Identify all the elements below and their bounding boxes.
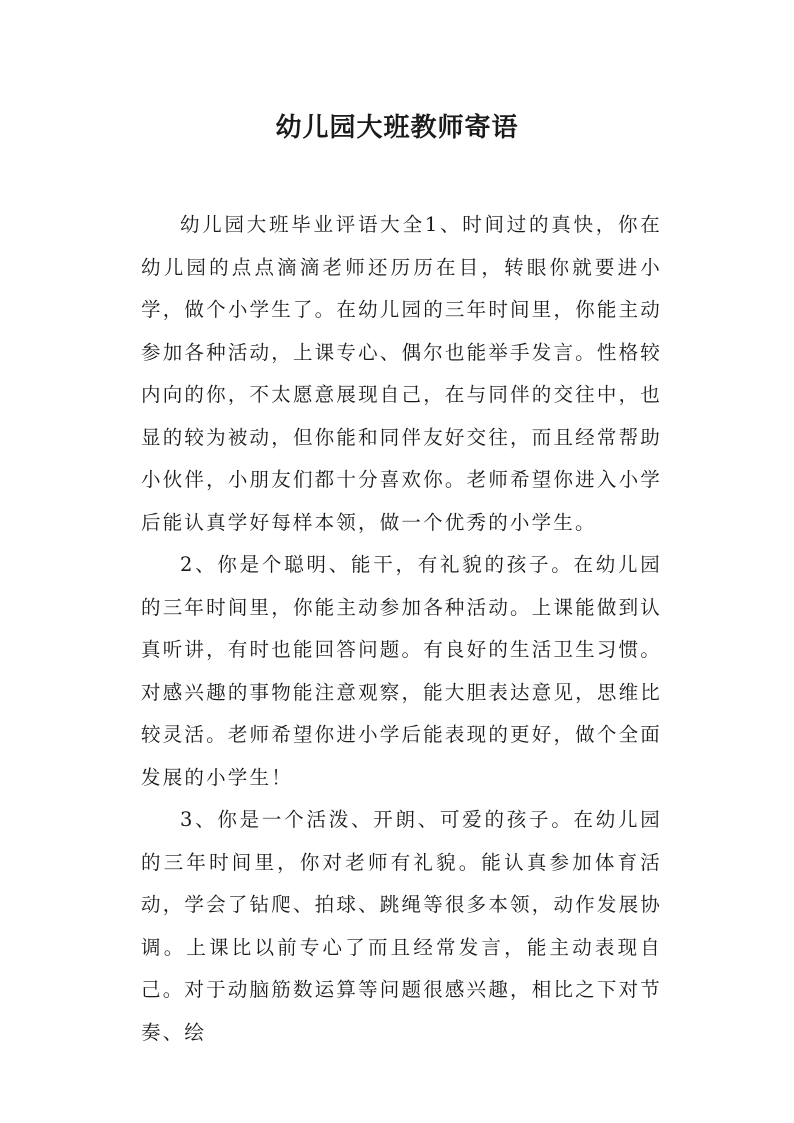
paragraph-2: 2、你是个聪明、能干，有礼貌的孩子。在幼儿园的三年时间里，你能主动参加各种活动。上课能做到认真听讲，有时也能回答问题。有良好的生活卫生习惯。对感兴趣的事物能注意观察，能大胆表达意见，思维比较灵活。老师希望你进小学后能表现的更好，做个全面发展的小学生！ xyxy=(141,553,662,789)
paragraph-1: 幼儿园大班毕业评语大全1、时间过的真快，你在幼儿园的点点滴滴老师还历历在目，转眼你就要进小学，做个小学生了。在幼儿园的三年时间里，你能主动参加各种活动，上课专心、偶尔也能举手发言。性格较内向的你，不太愿意展现自己，在与同伴的交往中，也显的较为被动，但你能和同伴友好交往，而且经常帮助小伙伴，小朋友们都十分喜欢你。老师希望你进入小学后能认真学好每样本领，做一个优秀的小学生。 xyxy=(141,213,662,534)
document-title: 幼儿园大班教师寄语 xyxy=(275,113,519,143)
paragraph-3: 3、你是一个活泼、开朗、可爱的孩子。在幼儿园的三年时间里，你对老师有礼貌。能认真参加体育活动，学会了钻爬、拍球、跳绳等很多本领，动作发展协调。上课比以前专心了而且经常发言，能主动表现自己。对于动脑筋数运算等问题很感兴趣，相比之下对节奏、绘 xyxy=(141,808,662,1044)
document-body xyxy=(141,204,662,1054)
